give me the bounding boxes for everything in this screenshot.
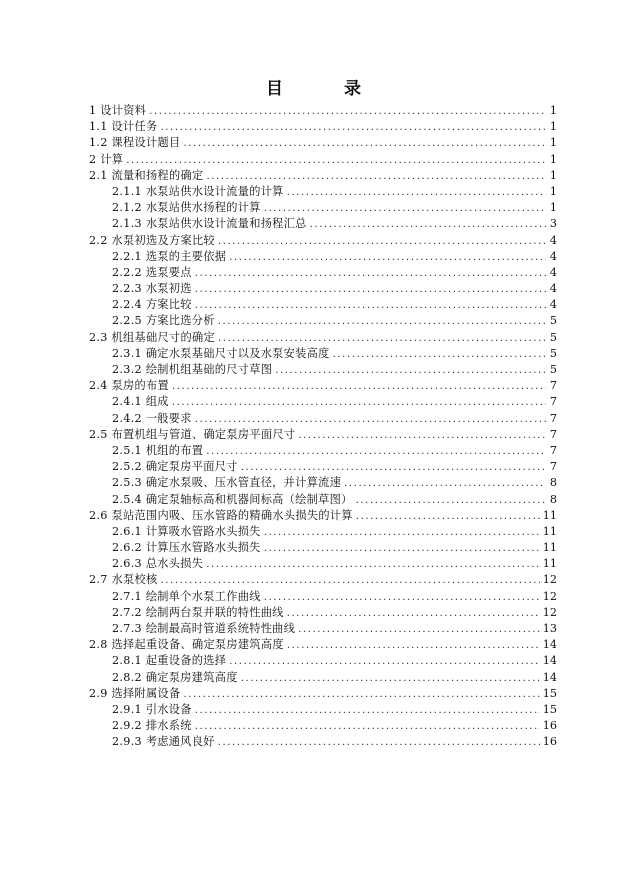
toc-entry[interactable]	[89, 135, 557, 151]
toc-entry[interactable]	[89, 346, 557, 362]
toc-page-number: 1	[549, 184, 557, 198]
toc-entry[interactable]	[89, 103, 557, 119]
toc-entry-label: 2.3.2 绘制机组基础的尺寸草图	[112, 363, 273, 376]
toc-dot-leader	[287, 638, 540, 654]
toc-entry[interactable]	[89, 330, 557, 346]
toc-entry[interactable]	[89, 508, 557, 524]
toc-dot-leader	[298, 428, 546, 444]
toc-page-number: 5	[549, 363, 557, 376]
toc-entry-label: 2.6.1 计算吸水管路水头损失	[112, 524, 261, 538]
toc-dot-leader	[275, 363, 546, 379]
toc-dot-leader	[161, 573, 540, 589]
toc-page-number: 4	[549, 265, 557, 279]
toc-entry[interactable]	[89, 443, 557, 459]
toc-dot-leader	[287, 606, 540, 622]
toc-entry-label: 2.9 选择附属设备	[89, 686, 181, 700]
toc-page-number: 7	[549, 395, 557, 409]
toc-page-number: 5	[549, 330, 557, 344]
toc-entry[interactable]	[89, 216, 557, 232]
toc-entry-label: 2.2.1 选泵的主要依据	[112, 249, 227, 263]
toc-entry-label: 2.2.2 选泵要点	[112, 265, 192, 279]
toc-page-number: 11	[542, 541, 557, 555]
toc-entry[interactable]	[89, 621, 557, 637]
toc-entry[interactable]	[89, 281, 557, 297]
toc-dot-leader	[298, 622, 540, 638]
toc-entry[interactable]	[89, 670, 557, 686]
toc-page-number: 15	[542, 686, 557, 700]
toc-dot-leader	[149, 104, 546, 120]
toc-entry-label: 2.4 泵房的布置	[89, 379, 169, 393]
toc-entry[interactable]	[89, 168, 557, 184]
toc-entry[interactable]	[89, 411, 557, 427]
toc-dot-leader	[287, 185, 546, 201]
toc-dot-leader	[206, 169, 546, 185]
toc-page-number: 7	[549, 460, 557, 474]
toc-entry-label: 2.6.2 计算压水管路水头损失	[112, 541, 261, 555]
toc-entry-label: 2.9.1 引水设备	[112, 702, 192, 716]
toc-dot-leader	[218, 314, 546, 330]
toc-entry-label: 2.6.3 总水头损失	[112, 557, 204, 571]
toc-entry[interactable]	[89, 427, 557, 443]
toc-dot-leader	[264, 201, 546, 217]
toc-page-number: 14	[542, 670, 557, 684]
toc-entry[interactable]	[89, 362, 557, 378]
toc-dot-leader	[241, 460, 546, 476]
toc-page-number: 11	[542, 524, 557, 538]
toc-page-number: 13	[542, 622, 557, 635]
toc-dot-leader	[356, 509, 540, 525]
toc-entry[interactable]	[89, 394, 557, 410]
toc-dot-leader	[161, 120, 547, 136]
toc-entry-label: 2.5 布置机组与管道、确定泵房平面尺寸	[89, 427, 296, 441]
toc-entry-label: 2.1.1 水泵站供水设计流量的计算	[112, 184, 284, 198]
toc-dot-leader	[195, 703, 540, 719]
toc-entry-label: 2.5.3 确定水泵吸、压水管直径，并计算流速	[112, 476, 342, 490]
toc-page-number: 14	[542, 654, 557, 668]
toc-entry[interactable]	[89, 492, 557, 508]
toc-page-number: 5	[549, 346, 557, 360]
toc-page-number: 1	[549, 136, 557, 150]
toc-entry[interactable]	[89, 184, 557, 200]
toc-dot-leader	[183, 136, 546, 152]
toc-page-number: 4	[549, 298, 557, 312]
toc-dot-leader	[218, 331, 546, 347]
toc-title: 目 录	[266, 79, 383, 99]
toc-entry-label: 2.2 水泵初选及方案比较	[89, 233, 215, 247]
toc-dot-leader	[195, 719, 540, 735]
toc-entry-label: 2.1 流量和扬程的确定	[89, 168, 204, 182]
toc-dot-leader	[206, 444, 546, 460]
toc-entry-label: 2.1.3 水泵站供水设计流量和扬程汇总	[112, 217, 307, 231]
toc-entry-label: 2.3.1 确定水泵基础尺寸以及水泵安装高度	[112, 346, 330, 360]
toc-entry[interactable]	[89, 313, 557, 329]
toc-entry-label: 2.2.3 水泵初选	[112, 282, 192, 296]
toc-page-number: 1	[549, 120, 557, 134]
toc-dot-leader	[206, 557, 539, 573]
toc-entry-label: 2.8.1 起重设备的选择	[112, 654, 227, 668]
toc-entry-label: 2.2.4 方案比较	[112, 298, 192, 312]
toc-page-number: 12	[542, 573, 557, 587]
toc-page-number: 1	[549, 104, 557, 117]
toc-entry[interactable]	[89, 686, 557, 702]
toc-dot-leader	[356, 493, 546, 509]
toc-dot-leader	[241, 671, 540, 687]
toc-entry[interactable]	[89, 718, 557, 734]
toc-dot-leader	[172, 395, 546, 411]
toc-entry-label: 1 设计资料	[89, 104, 147, 117]
toc-entry[interactable]	[89, 540, 557, 556]
toc-entry-label: 2.8 选择起重设备、确定泵房建筑高度	[89, 638, 284, 652]
toc-dot-leader	[264, 541, 540, 557]
toc-page-number: 5	[549, 314, 557, 328]
toc-entry-label: 2.5.4 确定泵轴标高和机器间标高（绘制草图）	[112, 492, 353, 506]
toc-dot-leader	[264, 590, 540, 606]
toc-entry[interactable]	[89, 265, 557, 281]
toc-dot-leader	[195, 412, 546, 428]
toc-list	[89, 103, 557, 751]
toc-entry[interactable]	[89, 653, 557, 669]
toc-page-number: 15	[542, 702, 557, 716]
toc-page-number: 4	[549, 282, 557, 296]
toc-entry-label: 1.1 设计任务	[89, 120, 158, 134]
toc-page-number: 16	[542, 735, 557, 749]
toc-dot-leader	[229, 654, 540, 670]
toc-page-number: 12	[542, 605, 557, 619]
toc-entry[interactable]	[89, 249, 557, 265]
toc-entry-label: 2.9.3 考虑通风良好	[112, 735, 215, 749]
toc-entry[interactable]	[89, 459, 557, 475]
toc-page-number: 11	[542, 557, 557, 571]
toc-entry-label: 2.8.2 确定泵房建筑高度	[112, 670, 238, 684]
toc-dot-leader	[344, 476, 546, 492]
toc-page-number: 4	[549, 233, 557, 247]
toc-page-number: 8	[549, 492, 557, 506]
toc-entry-label: 2.7 水泵校核	[89, 573, 158, 587]
toc-entry[interactable]	[89, 556, 557, 572]
toc-dot-leader	[195, 282, 546, 298]
toc-entry[interactable]	[89, 119, 557, 135]
toc-page-number: 1	[549, 152, 557, 166]
toc-entry[interactable]	[89, 200, 557, 216]
toc-page-number: 4	[549, 249, 557, 263]
toc-entry[interactable]	[89, 475, 557, 491]
toc-page-number: 7	[549, 443, 557, 457]
toc-dot-leader	[264, 525, 540, 541]
toc-page-number: 1	[549, 201, 557, 215]
toc-entry[interactable]	[89, 734, 557, 750]
toc-entry-label: 2.1.2 水泵站供水扬程的计算	[112, 201, 261, 215]
toc-page-number: 8	[549, 476, 557, 490]
toc-page-number: 7	[549, 427, 557, 441]
toc-entry-label: 2.5.2 确定泵房平面尺寸	[112, 460, 238, 474]
toc-page-number: 12	[542, 589, 557, 603]
toc-dot-leader	[218, 234, 546, 250]
toc-page-number: 14	[542, 638, 557, 652]
toc-entry-label: 2.4.2 一般要求	[112, 411, 192, 425]
toc-entry[interactable]	[89, 702, 557, 718]
toc-page-number: 7	[549, 411, 557, 425]
toc-entry-label: 2.3 机组基础尺寸的确定	[89, 330, 215, 344]
toc-dot-leader	[333, 347, 546, 363]
toc-entry-label: 2.7.2 绘制两台泵并联的特性曲线	[112, 605, 284, 619]
toc-entry[interactable]	[89, 297, 557, 313]
toc-page-number: 3	[549, 217, 557, 231]
toc-entry-label: 2.7.1 绘制单个水泵工作曲线	[112, 589, 261, 603]
toc-entry-label: 2 计算	[89, 152, 124, 166]
toc-entry-label: 1.2 课程设计题目	[89, 136, 181, 150]
toc-dot-leader	[195, 298, 546, 314]
toc-entry-label: 2.5.1 机组的布置	[112, 443, 204, 457]
toc-entry-label: 2.9.2 排水系统	[112, 719, 192, 733]
toc-page-number: 7	[549, 379, 557, 393]
toc-page-number: 1	[549, 168, 557, 182]
toc-entry-label: 2.6 泵站范围内吸、压水管路的精确水头损失的计算	[89, 508, 353, 522]
toc-dot-leader	[126, 153, 546, 169]
toc-page-number: 11	[542, 508, 557, 522]
toc-dot-leader	[195, 266, 546, 282]
toc-entry[interactable]	[89, 233, 557, 249]
toc-dot-leader	[172, 379, 546, 395]
toc-entry[interactable]	[89, 572, 557, 588]
toc-entry[interactable]	[89, 378, 557, 394]
toc-entry[interactable]	[89, 589, 557, 605]
toc-entry-label: 2.2.5 方案比选分析	[112, 314, 215, 328]
toc-page-number: 16	[542, 719, 557, 733]
toc-dot-leader	[310, 217, 546, 233]
toc-dot-leader	[183, 687, 539, 703]
toc-entry-label: 2.7.3 绘制最高时管道系统特性曲线	[112, 622, 296, 635]
toc-entry-label: 2.4.1 组成	[112, 395, 169, 409]
toc-entry[interactable]	[89, 152, 557, 168]
toc-entry[interactable]	[89, 637, 557, 653]
toc-entry[interactable]	[89, 524, 557, 540]
toc-dot-leader	[229, 250, 546, 266]
toc-entry[interactable]	[89, 605, 557, 621]
toc-dot-leader	[218, 735, 540, 751]
